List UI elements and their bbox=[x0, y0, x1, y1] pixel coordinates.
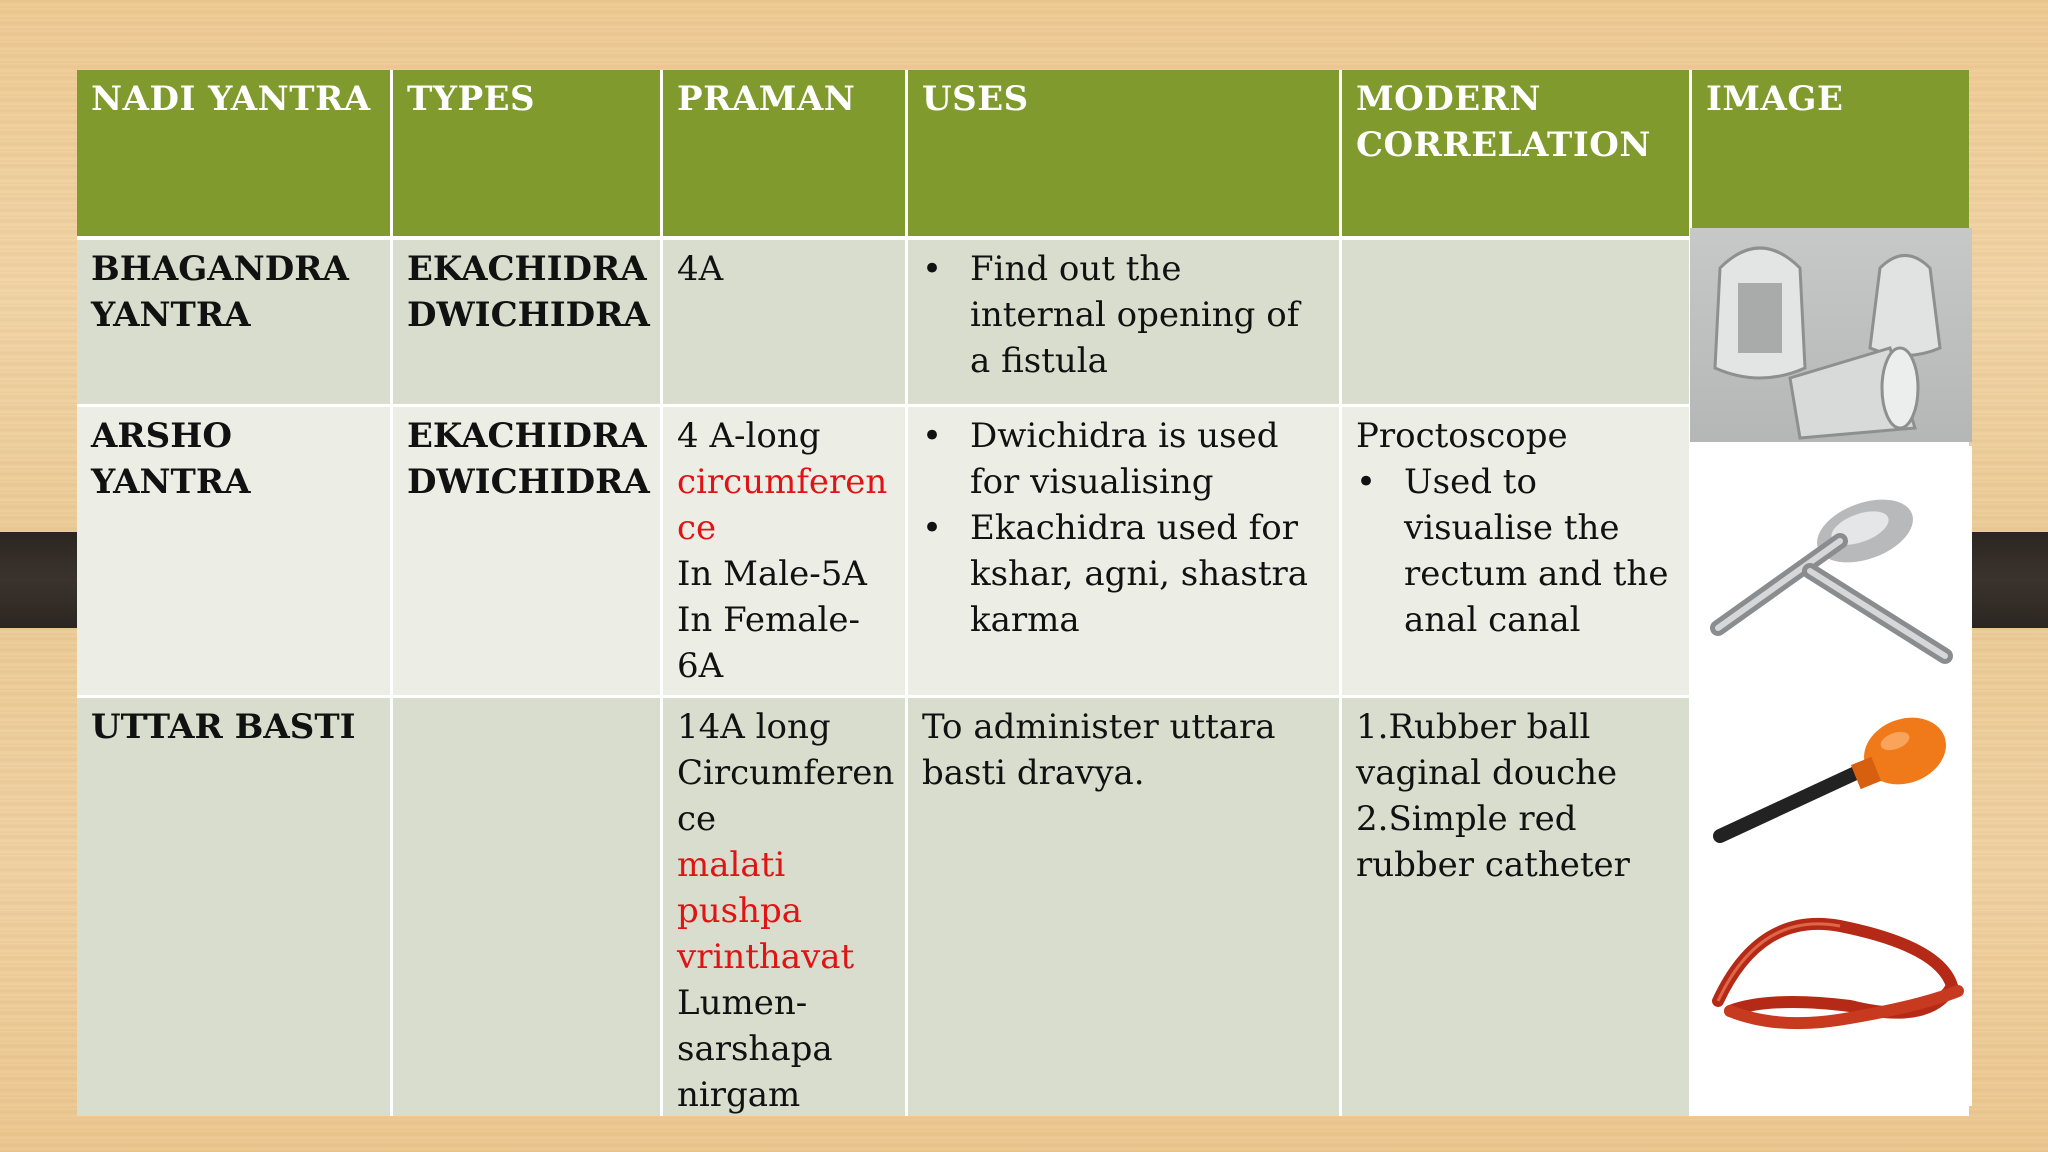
row2-praman bbox=[663, 407, 905, 695]
nadi-yantra-table bbox=[77, 70, 1969, 1116]
header-modern-correlation: MODERN CORRELATION bbox=[1342, 70, 1689, 236]
row2-praman-line: 4 A-long bbox=[677, 416, 821, 456]
row3-praman-line: Circumferen ce bbox=[677, 753, 895, 839]
row3-modern-line: 2.Simple red rubber catheter bbox=[1356, 799, 1630, 885]
row3-praman-line: 14A long bbox=[677, 707, 831, 747]
red-rubber-catheter-image bbox=[1690, 866, 1972, 1106]
row2-uses-bullet: • Dwichidra is used for visualising bbox=[922, 413, 1325, 505]
row2-praman-highlight: circumferen ce bbox=[677, 462, 888, 548]
row2-uses bbox=[908, 407, 1339, 695]
image-panel-white bbox=[1690, 446, 1972, 1106]
row3-types bbox=[393, 698, 660, 1116]
header-uses: USES bbox=[908, 70, 1339, 236]
proctoscope-image bbox=[1690, 446, 1972, 696]
row1-uses-bullet: • Find out the internal opening of a fistula bbox=[922, 246, 1325, 384]
rubber-ball-douche-image bbox=[1690, 696, 1972, 866]
row2-name: ARSHO YANTRA bbox=[77, 407, 390, 695]
row1-name: BHAGANDRA YANTRA bbox=[77, 240, 390, 404]
row3-modern-line: 1.Rubber ball vaginal douche bbox=[1356, 707, 1618, 793]
row1-types: EKACHIDRA DWICHIDRA bbox=[393, 240, 660, 404]
row1-modern bbox=[1342, 240, 1689, 404]
row3-praman-line: Lumen-sarshapa nirgam bbox=[677, 983, 833, 1115]
row2-types: EKACHIDRA DWICHIDRA bbox=[393, 407, 660, 695]
header-praman: PRAMAN bbox=[663, 70, 905, 236]
row2-modern-bullet: • Used to visualise the rectum and the anal canal bbox=[1356, 459, 1675, 643]
row1-uses bbox=[908, 240, 1339, 404]
image-column bbox=[1690, 158, 1972, 1106]
row2-modern bbox=[1342, 407, 1689, 695]
row2-praman-line: In Male-5A bbox=[677, 554, 867, 594]
row3-modern bbox=[1342, 698, 1689, 1116]
row3-uses: To administer uttara basti dravya. bbox=[908, 698, 1339, 1116]
header-nadi-yantra: NADI YANTRA bbox=[77, 70, 390, 236]
row1-praman bbox=[663, 240, 905, 404]
row1-praman-line: 4A bbox=[677, 249, 724, 289]
bhagandra-yantra-cups-image bbox=[1690, 228, 1972, 442]
row3-praman bbox=[663, 698, 905, 1116]
header-types: TYPES bbox=[393, 70, 660, 236]
row2-modern-title: Proctoscope bbox=[1356, 416, 1568, 456]
header-image: IMAGE bbox=[1692, 70, 1969, 236]
row3-name: UTTAR BASTI bbox=[77, 698, 390, 1116]
row3-praman-highlight: malati pushpa vrinthavat bbox=[677, 845, 855, 977]
row2-praman-line: In Female-6A bbox=[677, 600, 860, 686]
row2-uses-bullet: • Ekachidra used for kshar, agni, shastra karma bbox=[922, 505, 1325, 643]
